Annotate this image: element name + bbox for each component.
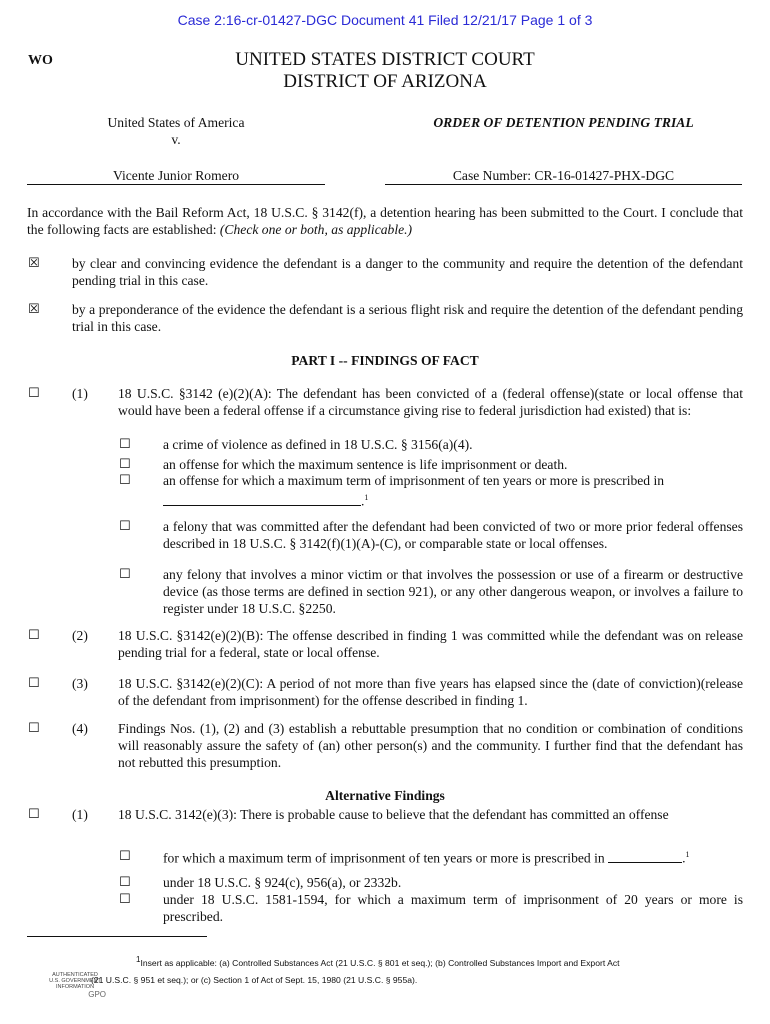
finding-3-checkbox[interactable]: ☐ (28, 676, 40, 691)
finding-1c-label: an offense for which a maximum term of imprisonment of ten years or more is prescribed in (163, 473, 665, 488)
finding-1b-text: an offense for which the maximum sentence is life imprisonment or death. (163, 457, 568, 472)
footnote-line-2: (21 U.S.C. § 951 et seq.); or (c) Section 1 of Act of Sept. 15, 1980 (21 U.S.C. § 955a). (91, 975, 418, 985)
finding-3-text: 18 U.S.C. §3142(e)(2)(C): A period of not more than five years has elapsed since the (date of conviction)(release of the defendant from imprisonment) for the offense described in finding 1. (118, 676, 743, 708)
alt-finding-1a-text (163, 846, 753, 867)
finding-1d-text: a felony that was committed after the defendant had been convicted of two or more prior federal offenses described in 18 U.S.C. § 3142(f)(1)(A)-(C), or comparable state or local offenses. (163, 519, 743, 551)
gpo-authentication-stamp (44, 972, 106, 998)
finding-1c-blank[interactable] (163, 493, 361, 506)
order-title: ORDER OF DETENTION PENDING TRIAL (433, 115, 694, 130)
footnote-text-1: Insert as applicable: (a) Controlled Substances Act (21 U.S.C. § 801 et seq.); (b) Controlled Substances Import and Export Act (140, 957, 620, 968)
alt-finding-1a-period: . (682, 850, 686, 866)
court-name: UNITED STATES DISTRICT COURT (235, 49, 535, 70)
alt-finding-1b-text: under 18 U.S.C. § 924(c), 956(a), or 2332b. (163, 875, 402, 890)
finding-2-checkbox[interactable]: ☐ (28, 628, 40, 643)
alt-finding-1a-blank[interactable] (608, 850, 682, 863)
finding-1a-text: a crime of violence as defined in 18 U.S.C. § 3156(a)(4). (163, 437, 473, 452)
flight-risk-conclusion: by a preponderance of the evidence the defendant is a serious flight risk and require the detention of the defendant pending trial in this case. (72, 302, 743, 334)
finding-1-number: (1) (72, 386, 88, 401)
danger-conclusion: by clear and convincing evidence the defendant is a danger to the community and require the detention of the defendant pending trial in this case. (72, 256, 743, 288)
court-district: DISTRICT OF ARIZONA (283, 71, 487, 92)
versus: v. (171, 132, 181, 147)
finding-1-text: 18 U.S.C. §3142 (e)(2)(A): The defendant has been convicted of a (federal offense)(state or local offense that would have been a federal offense if a circumstance giving rise to federal jurisdiction had existed) that is: (118, 386, 743, 418)
finding-4-text: Findings Nos. (1), (2) and (3) establish a rebuttable presumption that no condition or combination of conditions will reasonably assure the safety of (an) other person(s) and the community. I further find that the defendant has not rebutted this presumption. (118, 721, 743, 770)
stamp-line-1: AUTHENTICATED (52, 972, 98, 978)
alt-finding-1b-checkbox[interactable]: ☐ (119, 875, 131, 890)
finding-1b-checkbox[interactable]: ☐ (119, 457, 131, 472)
wo-label: WO (28, 53, 53, 68)
stamp-line-3: INFORMATION (55, 984, 95, 990)
finding-2-number: (2) (72, 628, 88, 643)
flight-risk-checkbox[interactable]: ☒ (28, 302, 40, 317)
finding-3-number: (3) (72, 676, 88, 691)
footnote-ref: 1 (364, 493, 369, 502)
intro-paragraph (27, 204, 743, 238)
footnote-separator (27, 936, 207, 937)
alt-findings-heading: Alternative Findings (325, 788, 445, 803)
case-number: Case Number: CR-16-01427-PHX-DGC (452, 168, 675, 183)
finding-1e-checkbox[interactable]: ☐ (119, 567, 131, 582)
finding-1c-checkbox[interactable]: ☐ (119, 473, 131, 488)
defendant-name: Vicente Junior Romero (112, 168, 240, 183)
alt-finding-1c-text: under 18 U.S.C. 1581-1594, for which a maximum term of imprisonment of 20 years or more is prescribed. (163, 892, 743, 924)
case-header: Case 2:16-cr-01427-DGC Document 41 Filed 12/21/17 Page 1 of 3 (177, 12, 593, 28)
finding-4-checkbox[interactable]: ☐ (28, 721, 40, 736)
stamp-line-2: U.S. GOVERNMENT (49, 978, 101, 984)
stamp-gpo: GPO (88, 990, 106, 999)
part1-heading: PART I -- FINDINGS OF FACT (291, 353, 479, 368)
footnote-line-1 (136, 950, 756, 973)
finding-2-text: 18 U.S.C. §3142(e)(2)(B): The offense described in finding 1 was committed while the defendant was on release pending trial for a federal, state or local offense. (118, 628, 743, 660)
alt-finding-1-text: 18 U.S.C. 3142(e)(3): There is probable cause to believe that the defendant has committed an offense (118, 807, 669, 822)
alt-finding-1a-checkbox[interactable]: ☐ (119, 849, 131, 864)
court-title (0, 49, 770, 93)
intro-text: In accordance with the Bail Reform Act, 18 U.S.C. § 3142(f), a detention hearing has been submitted to the Court. I conclude that the following facts are established: (27, 205, 743, 237)
finding-1a-checkbox[interactable]: ☐ (119, 437, 131, 452)
alt-finding-1-number: (1) (72, 807, 88, 822)
finding-4-number: (4) (72, 721, 88, 736)
finding-1-checkbox[interactable]: ☐ (28, 386, 40, 401)
alt-footnote-ref: 1 (685, 850, 690, 859)
defendant-rule (27, 184, 325, 185)
danger-checkbox[interactable]: ☒ (28, 256, 40, 271)
alt-finding-1c-checkbox[interactable]: ☐ (119, 892, 131, 907)
alt-finding-1-checkbox[interactable]: ☐ (28, 807, 40, 822)
finding-1c-text (163, 472, 743, 510)
plaintiff: United States of America (107, 115, 245, 130)
finding-1d-checkbox[interactable]: ☐ (119, 519, 131, 534)
intro-note: (Check one or both, as applicable.) (219, 222, 413, 237)
finding-1e-text: any felony that involves a minor victim or that involves the possession or use of a firearm or destructive device (as those terms are defined in section 921), or any other dangerous weapon, or involves a failure to register under 18 U.S.C. §2250. (163, 567, 743, 616)
finding-1c-period: . (361, 493, 365, 509)
footnote-marker: 1 (136, 955, 141, 964)
alt-finding-1a-label: for which a maximum term of imprisonment of ten years or more is prescribed in (163, 850, 605, 866)
case-number-rule (385, 184, 742, 185)
